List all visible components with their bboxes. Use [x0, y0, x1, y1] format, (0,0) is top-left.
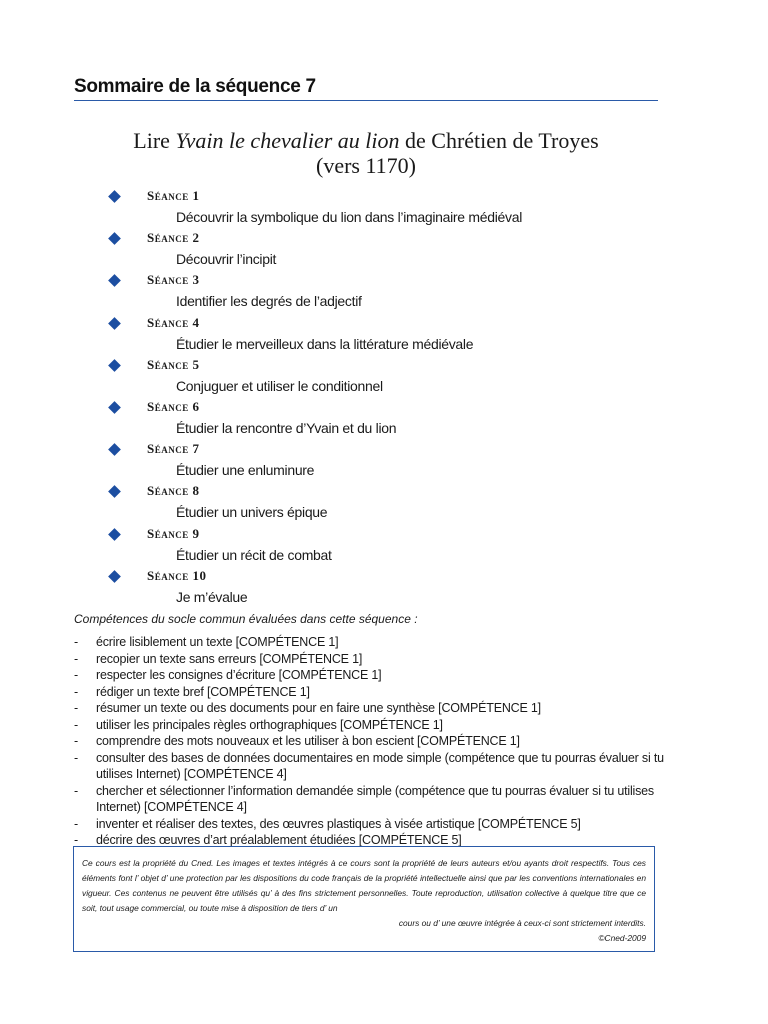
title-prefix: Lire [133, 128, 176, 153]
reading-title-line [74, 128, 658, 153]
diamond-bullet-icon [108, 401, 121, 414]
seance-description: Étudier un univers épique [176, 504, 328, 521]
seance-description: Étudier le merveilleux dans la littérature médiévale [176, 335, 474, 352]
competence-text: chercher et sélectionner l’information demandée simple (compétence que tu pourras évaluer si tu utilises Internet) [COMPÉTENCE 4] [96, 783, 654, 814]
diamond-bullet-icon [108, 570, 121, 583]
work-title: Yvain le chevalier au lion [175, 128, 400, 153]
competence-text: écrire lisiblement un texte [COMPÉTENCE 1] [96, 635, 339, 649]
dash-bullet: - [74, 701, 78, 715]
competence-item [74, 816, 664, 833]
competence-text: respecter les consignes d’écriture [COMPÉTENCE 1] [96, 668, 382, 682]
competence-item [74, 733, 664, 750]
dash-bullet: - [74, 717, 78, 732]
dash-bullet: - [74, 816, 78, 831]
dash-bullet: - [74, 651, 78, 666]
title-suffix: de Chrétien de Troyes [399, 128, 599, 153]
seance-description: Découvrir l’incipit [176, 251, 277, 268]
competence-item [74, 783, 664, 816]
reading-date: (vers 1170) [316, 153, 416, 178]
diamond-bullet-icon [108, 486, 121, 499]
dash-bullet: - [74, 684, 78, 699]
competence-text: consulter des bases de données documentaires en mode simple (compétence que tu pourras évaluer si tu utilises Internet) [COMPÉTENCE 4] [96, 750, 664, 781]
competence-text: rédiger un texte bref [COMPÉTENCE 1] [96, 684, 310, 699]
seance-description: Étudier la rencontre d’Yvain et du lion [176, 420, 397, 436]
diamond-bullet-icon [108, 443, 121, 456]
competence-item [74, 651, 664, 668]
dash-bullet: - [74, 668, 78, 682]
sequence-header [74, 76, 658, 101]
seance-label: Séance 6 [147, 399, 200, 414]
competence-item [74, 750, 664, 783]
competence-item [74, 700, 664, 717]
dash-bullet: - [74, 750, 78, 765]
seance-label: Séance 10 [147, 567, 207, 583]
diamond-bullet-icon [108, 275, 121, 288]
competence-text: résumer un texte ou des documents pour en faire une synthèse [COMPÉTENCE 1] [96, 701, 541, 715]
competences-heading: Compétences du socle commun évaluées dans cette séquence : [74, 612, 418, 626]
diamond-bullet-icon [108, 317, 121, 330]
seance-label: Séance 8 [147, 483, 200, 499]
competence-item [74, 634, 664, 651]
seance-label: Séance 2 [147, 230, 200, 246]
notice-last-line: cours ou d’ une œuvre intégrée à ceux-ci sont strictement interdits. [398, 918, 646, 929]
seance-label: Séance 4 [147, 314, 200, 330]
competence-item [74, 684, 664, 701]
dash-bullet: - [74, 734, 78, 748]
competence-item [74, 717, 664, 734]
seance-description: Identifier les degrés de l’adjectif [176, 293, 362, 310]
seance-description: Étudier un récit de combat [176, 546, 332, 563]
diamond-bullet-icon [108, 190, 121, 203]
seance-label: Séance 7 [147, 441, 200, 457]
dash-bullet: - [74, 635, 78, 649]
competence-item [74, 667, 664, 684]
seance-label: Séance 9 [147, 525, 200, 541]
seance-label: Séance 3 [147, 272, 200, 288]
notice-copyright: ©Cned-2009 [598, 933, 646, 944]
copyright-notice [73, 846, 655, 952]
competence-text: inventer et réaliser des textes, des œuvres plastiques à visée artistique [COMPÉTENCE 5] [96, 816, 581, 831]
seance-label: Séance 5 [147, 356, 200, 372]
competence-text: utiliser les principales règles orthographiques [COMPÉTENCE 1] [96, 717, 443, 732]
seance-description: Découvrir la symbolique du lion dans l’imaginaire médiéval [176, 209, 522, 225]
competence-text: décrire des œuvres d’art préalablement étudiées [COMPÉTENCE 5] [96, 833, 462, 847]
seance-description: Je m’évalue [176, 588, 248, 605]
seance-label: Séance 1 [147, 188, 200, 203]
diamond-bullet-icon [108, 528, 121, 541]
dash-bullet: - [74, 833, 78, 847]
seance-description: Conjuguer et utiliser le conditionnel [176, 377, 383, 394]
competence-text: comprendre des mots nouveaux et les utiliser à bon escient [COMPÉTENCE 1] [96, 734, 520, 748]
notice-body: Ce cours est la propriété du Cned. Les images et textes intégrés à ce cours sont la propriété de leurs auteurs et/ou ayants droit respectifs. Tous ces éléments font l’ objet d’ une protection par les dispositions du code français de la propriété intellectuelle ainsi que par les conventions internationales en vigueur. Ces contenus ne peuvent être utilisés qu’ à des fins strictement personnelles. Toute reproduction, utilisation collective à quelque titre que ce soit, tout usage commercial, ou toute mise à disposition de tiers d’ un [82, 858, 646, 914]
dash-bullet: - [74, 783, 78, 798]
sequence-title: Sommaire de la séquence 7 [74, 76, 316, 97]
diamond-bullet-icon [108, 359, 121, 372]
competences-list [74, 634, 664, 849]
diamond-bullet-icon [108, 232, 121, 245]
competence-text: recopier un texte sans erreurs [COMPÉTENCE 1] [96, 651, 363, 666]
reading-title [74, 128, 658, 178]
seance-description: Étudier une enluminure [176, 462, 315, 479]
